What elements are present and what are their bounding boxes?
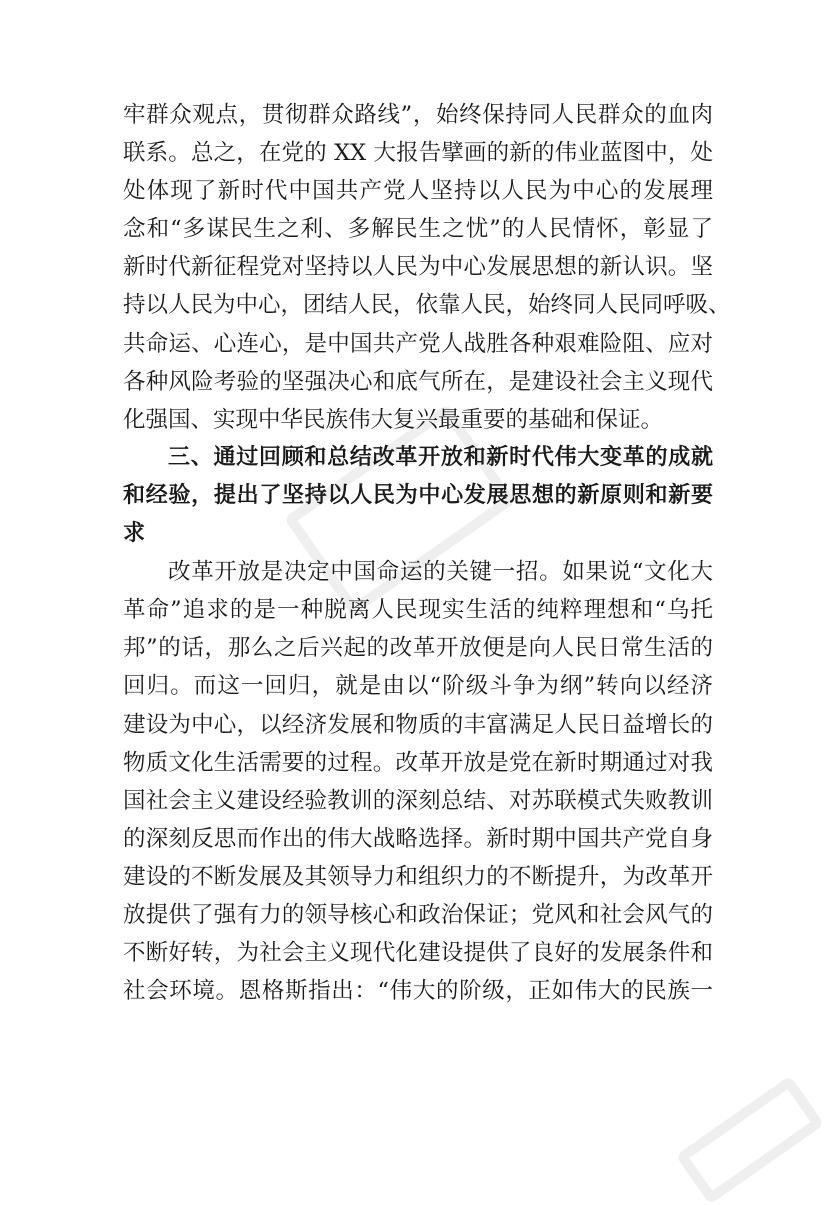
heading-line: 和经验，提出了坚持以人民为中心发展思想的新原则和新要 [123,482,713,508]
watermark-shape-corner [675,1075,824,1204]
paragraph-line: 持以人民为中心，团结人民，依靠人民，始终同人民同呼吸、 [123,292,731,319]
paragraph-line: 的深刻反思而作出的伟大战略选择。新时期中国共产党自身 [123,825,713,852]
paragraph-line: 念和“多谋民生之利、多解民生之忧”的人民情怀，彰显了 [123,216,713,243]
paragraph-line: 邦”的话，那么之后兴起的改革开放便是向人民日常生活的 [123,635,713,662]
paragraph-line: 改革开放是决定中国命运的关键一招。如果说“文化大 [168,559,713,586]
paragraph-line: 建设的不断发展及其领导力和组织力的不断提升，为改革开 [123,863,713,890]
paragraph-line: 新时代新征程党对坚持以人民为中心发展思想的新认识。坚 [123,254,713,281]
paragraph-line: 回归。而这一回归，就是由以“阶级斗争为纲”转向以经济 [123,673,713,700]
paragraph-line: 建设为中心，以经济发展和物质的丰富满足人民日益增长的 [123,711,713,738]
section-heading-3 [123,439,713,553]
paragraph-line: 各种风险考验的坚强决心和底气所在，是建设社会主义现代 [123,368,713,395]
paragraph-line: 革命”追求的是一种脱离人民现实生活的纯粹理想和“乌托 [123,597,713,624]
paragraph-line: 国社会主义建设经验教训的深刻总结、对苏联模式失败教训 [123,787,713,814]
heading-line: 三、通过回顾和总结改革开放和新时代伟大变革的成就 [168,444,713,470]
paragraph-line: 不断好转，为社会主义现代化建设提供了良好的发展条件和 [123,940,713,967]
paragraph-line: 社会环境。恩格斯指出：“伟大的阶级，正如伟大的民族一 [123,978,713,1005]
paragraph-line: 物质文化生活需要的过程。改革开放是党在新时期通过对我 [123,749,713,776]
paragraph-line: 化强国、实现中华民族伟大复兴最重要的基础和保证。 [123,406,664,433]
paragraph-line: 放提供了强有力的领导核心和政治保证；党风和社会风气的 [123,901,713,928]
paragraph-2 [123,553,713,1010]
paragraph-line: 牢群众观点，贯彻群众路线”，始终保持同人民群众的血肉 [123,102,713,128]
paragraph-line: 处体现了新时代中国共产党人坚持以人民为中心的发展理 [123,178,713,205]
paragraph-line: 共命运、心连心，是中国共产党人战胜各种艰难险阻、应对 [123,330,713,357]
document-body [123,96,731,1010]
watermark-stamp-corner [675,1075,824,1204]
paragraph-line: 联系。总之，在党的 XX 大报告擘画的新的伟业蓝图中，处 [123,140,713,167]
paragraph-1 [123,96,731,439]
heading-line: 求 [123,521,146,547]
